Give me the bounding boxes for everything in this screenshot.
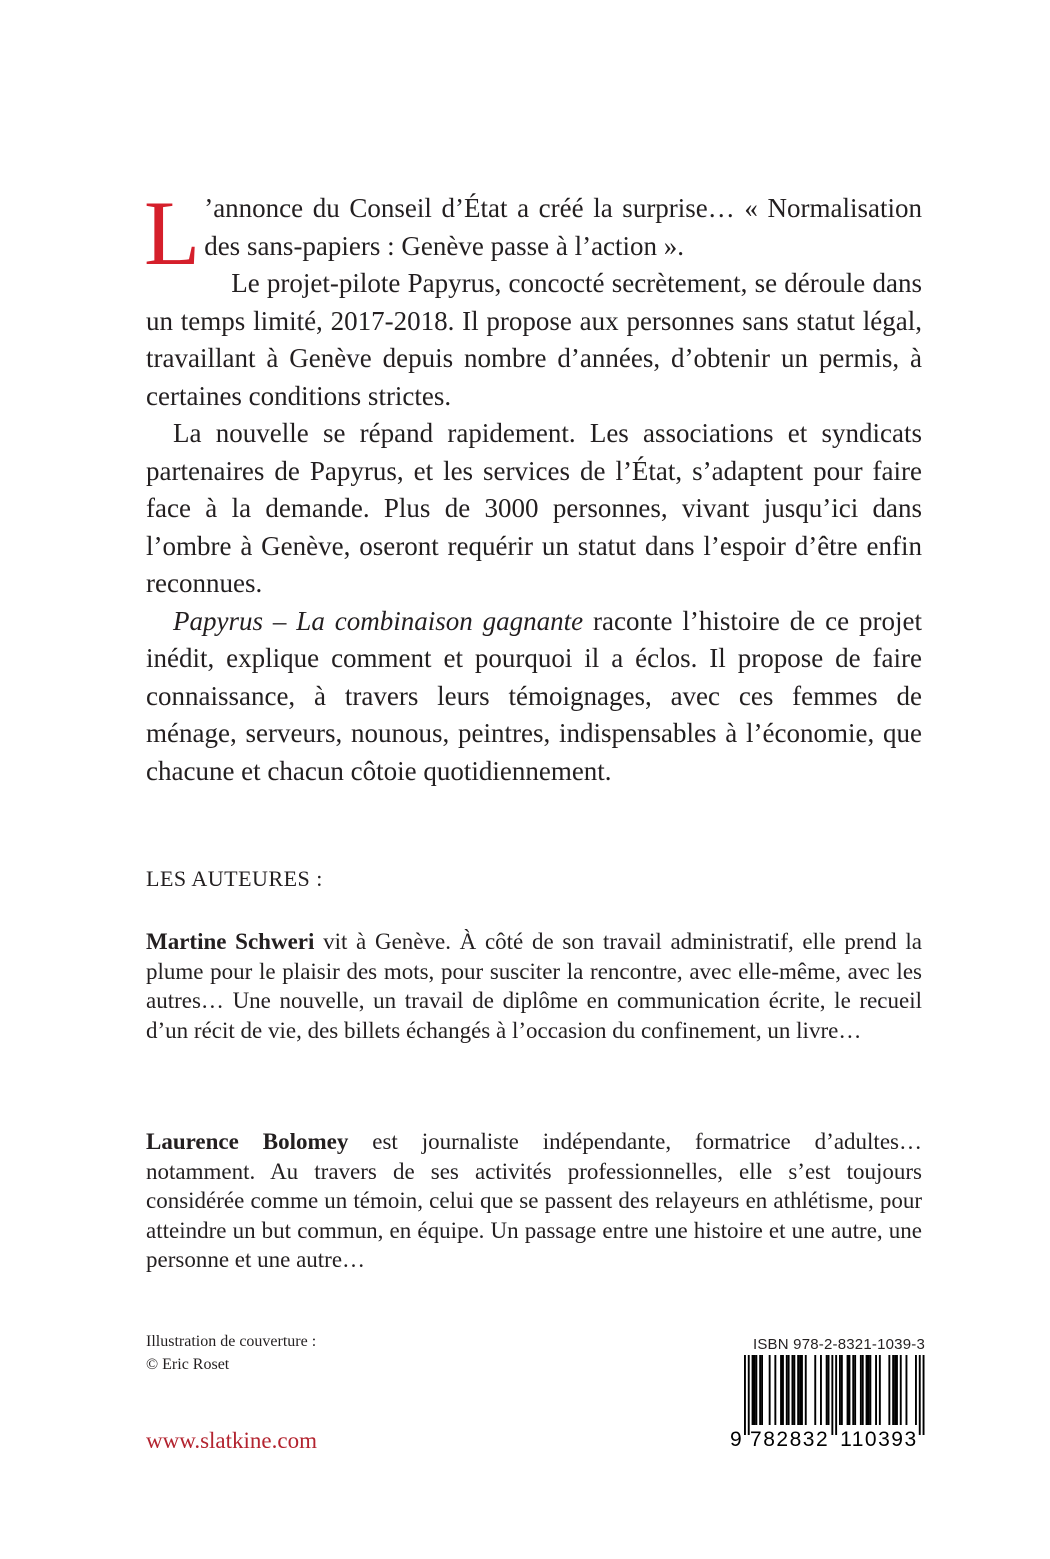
- barcode-bar: [868, 1355, 870, 1425]
- barcode-bar: [797, 1355, 799, 1425]
- cover-illustration-credit: Illustration de couverture : © Eric Roset: [146, 1333, 317, 1373]
- intro-paragraph-3: La nouvelle se répand rapidement. Les associations et syndicats partenaires de Papyrus, et les services de l’État, s’adaptent pour faire face à la demande. Plus de 3000 personnes, vivant jusqu’ici dans l’ombre à Genève, oseront requérir un statut dans l’espoir d’être enfin reconnues.: [146, 418, 922, 598]
- barcode-bar: [752, 1355, 754, 1425]
- barcode-bar: [748, 1355, 750, 1435]
- drop-cap: L: [144, 182, 201, 284]
- ean-right-digits: 110393: [840, 1428, 918, 1450]
- intro-paragraph-2: Le projet-pilote Papyrus, concocté secrètement, se déroule dans un temps limité, 2017-2018. Il propose aux personnes sans statut légal, travaillant à Genève depuis nombre d’années, d’obtenir un permis, à certaines conditions strictes.: [146, 268, 922, 411]
- barcode-bar: [841, 1355, 843, 1425]
- barcode-bar: [774, 1355, 776, 1425]
- publisher-website-link[interactable]: www.slatkine.com: [146, 1428, 317, 1453]
- back-cover-blurb: [144, 182, 922, 790]
- authors-heading: LES AUTEURES :: [146, 866, 323, 891]
- barcode-bar: [906, 1355, 908, 1425]
- intro-paragraph-1: L ’annonce du Conseil d’État a créé la surprise… « Normalisation des sans-papiers : Genève passe à l’action ».: [144, 182, 922, 284]
- book-title: Papyrus – La combinaison gagnante: [173, 605, 584, 636]
- barcode-bar: [820, 1355, 822, 1425]
- barcode-bar: [780, 1355, 782, 1425]
- barcode-bar: [888, 1355, 890, 1425]
- barcode-bar: [854, 1355, 856, 1425]
- isbn-label: ISBN 978-2-8321-1039-3: [752, 1336, 925, 1353]
- author-bio: Laurence Bolomey est journaliste indépendante, formatrice d’adultes… notamment. Au travers de ses activités professionnelles, elle s’est toujours considérée comme un témoin, celui que se passent des relayeurs en athlétisme, pour atteindre un but commun, en équipe. Un passage entre une histoire et une autre, une personne et une autre…: [146, 1129, 922, 1272]
- barcode-bar: [879, 1355, 881, 1425]
- barcode-bar: [792, 1355, 794, 1425]
- barcode-bar: [923, 1355, 925, 1435]
- intro-paragraph-4: Papyrus – La combinaison gagnante raconte l’histoire de ce projet inédit, explique comment et pourquoi il a éclos. Il propose de faire connaissance, à travers leurs témoignages, avec ces femmes de ménage, serveurs, nounous, peintres, indispensables à l’économie, que chacune et chacun côtoie quotidiennement.: [146, 605, 922, 786]
- barcode-bar: [919, 1355, 921, 1435]
- barcode-bar: [839, 1355, 841, 1425]
- barcode-bar: [805, 1355, 807, 1425]
- barcode-bar: [754, 1355, 756, 1425]
- barcode-bar: [826, 1355, 828, 1425]
- ean-first-digit: 9: [730, 1428, 744, 1450]
- barcode-bar: [849, 1355, 851, 1425]
- barcode-bar: [892, 1355, 894, 1425]
- barcode-bar: [744, 1355, 746, 1435]
- barcode-bar: [894, 1355, 896, 1425]
- author-bio: Martine Schweri vit à Genève. À côté de son travail administratif, elle prend la plume pour le plaisir des mots, pour susciter la rencontre, avec elle-même, avec les autres… Une nouvelle, un travail de diplôme en communication écrite, le recueil d’un récit de vie, des billets échangés à l’occasion du confinement, un livre…: [146, 929, 922, 1043]
- ean-left-digits: 782832: [750, 1428, 830, 1450]
- barcode-bar: [782, 1355, 784, 1425]
- barcode-bar: [761, 1355, 763, 1425]
- barcode-bar: [869, 1355, 871, 1425]
- barcode-bar: [915, 1355, 917, 1425]
- barcode-bar: [759, 1355, 761, 1425]
- author-name: Martine Schweri: [146, 929, 315, 954]
- author-name: Laurence Bolomey: [146, 1129, 349, 1154]
- barcode-bar: [814, 1355, 816, 1425]
- barcode-bar: [900, 1355, 902, 1425]
- barcode-bar: [786, 1355, 788, 1425]
- isbn-barcode-block: [730, 1336, 925, 1450]
- barcode-bar: [896, 1355, 898, 1425]
- barcode-bar: [835, 1355, 837, 1435]
- barcode-bar: [860, 1355, 862, 1425]
- barcode-bar: [799, 1355, 801, 1425]
- barcode-bar: [847, 1355, 849, 1425]
- barcode-bar: [788, 1355, 790, 1425]
- barcode-bar: [755, 1355, 757, 1425]
- barcode-bar: [862, 1355, 864, 1425]
- barcode: [730, 1355, 925, 1450]
- barcode-bar: [769, 1355, 771, 1425]
- barcode-bar: [801, 1355, 803, 1425]
- barcode-bar: [828, 1355, 830, 1425]
- barcode-bar: [793, 1355, 795, 1425]
- barcode-bar: [875, 1355, 877, 1425]
- barcode-bar: [852, 1355, 854, 1425]
- barcode-bar: [831, 1355, 833, 1435]
- barcode-bar: [866, 1355, 868, 1425]
